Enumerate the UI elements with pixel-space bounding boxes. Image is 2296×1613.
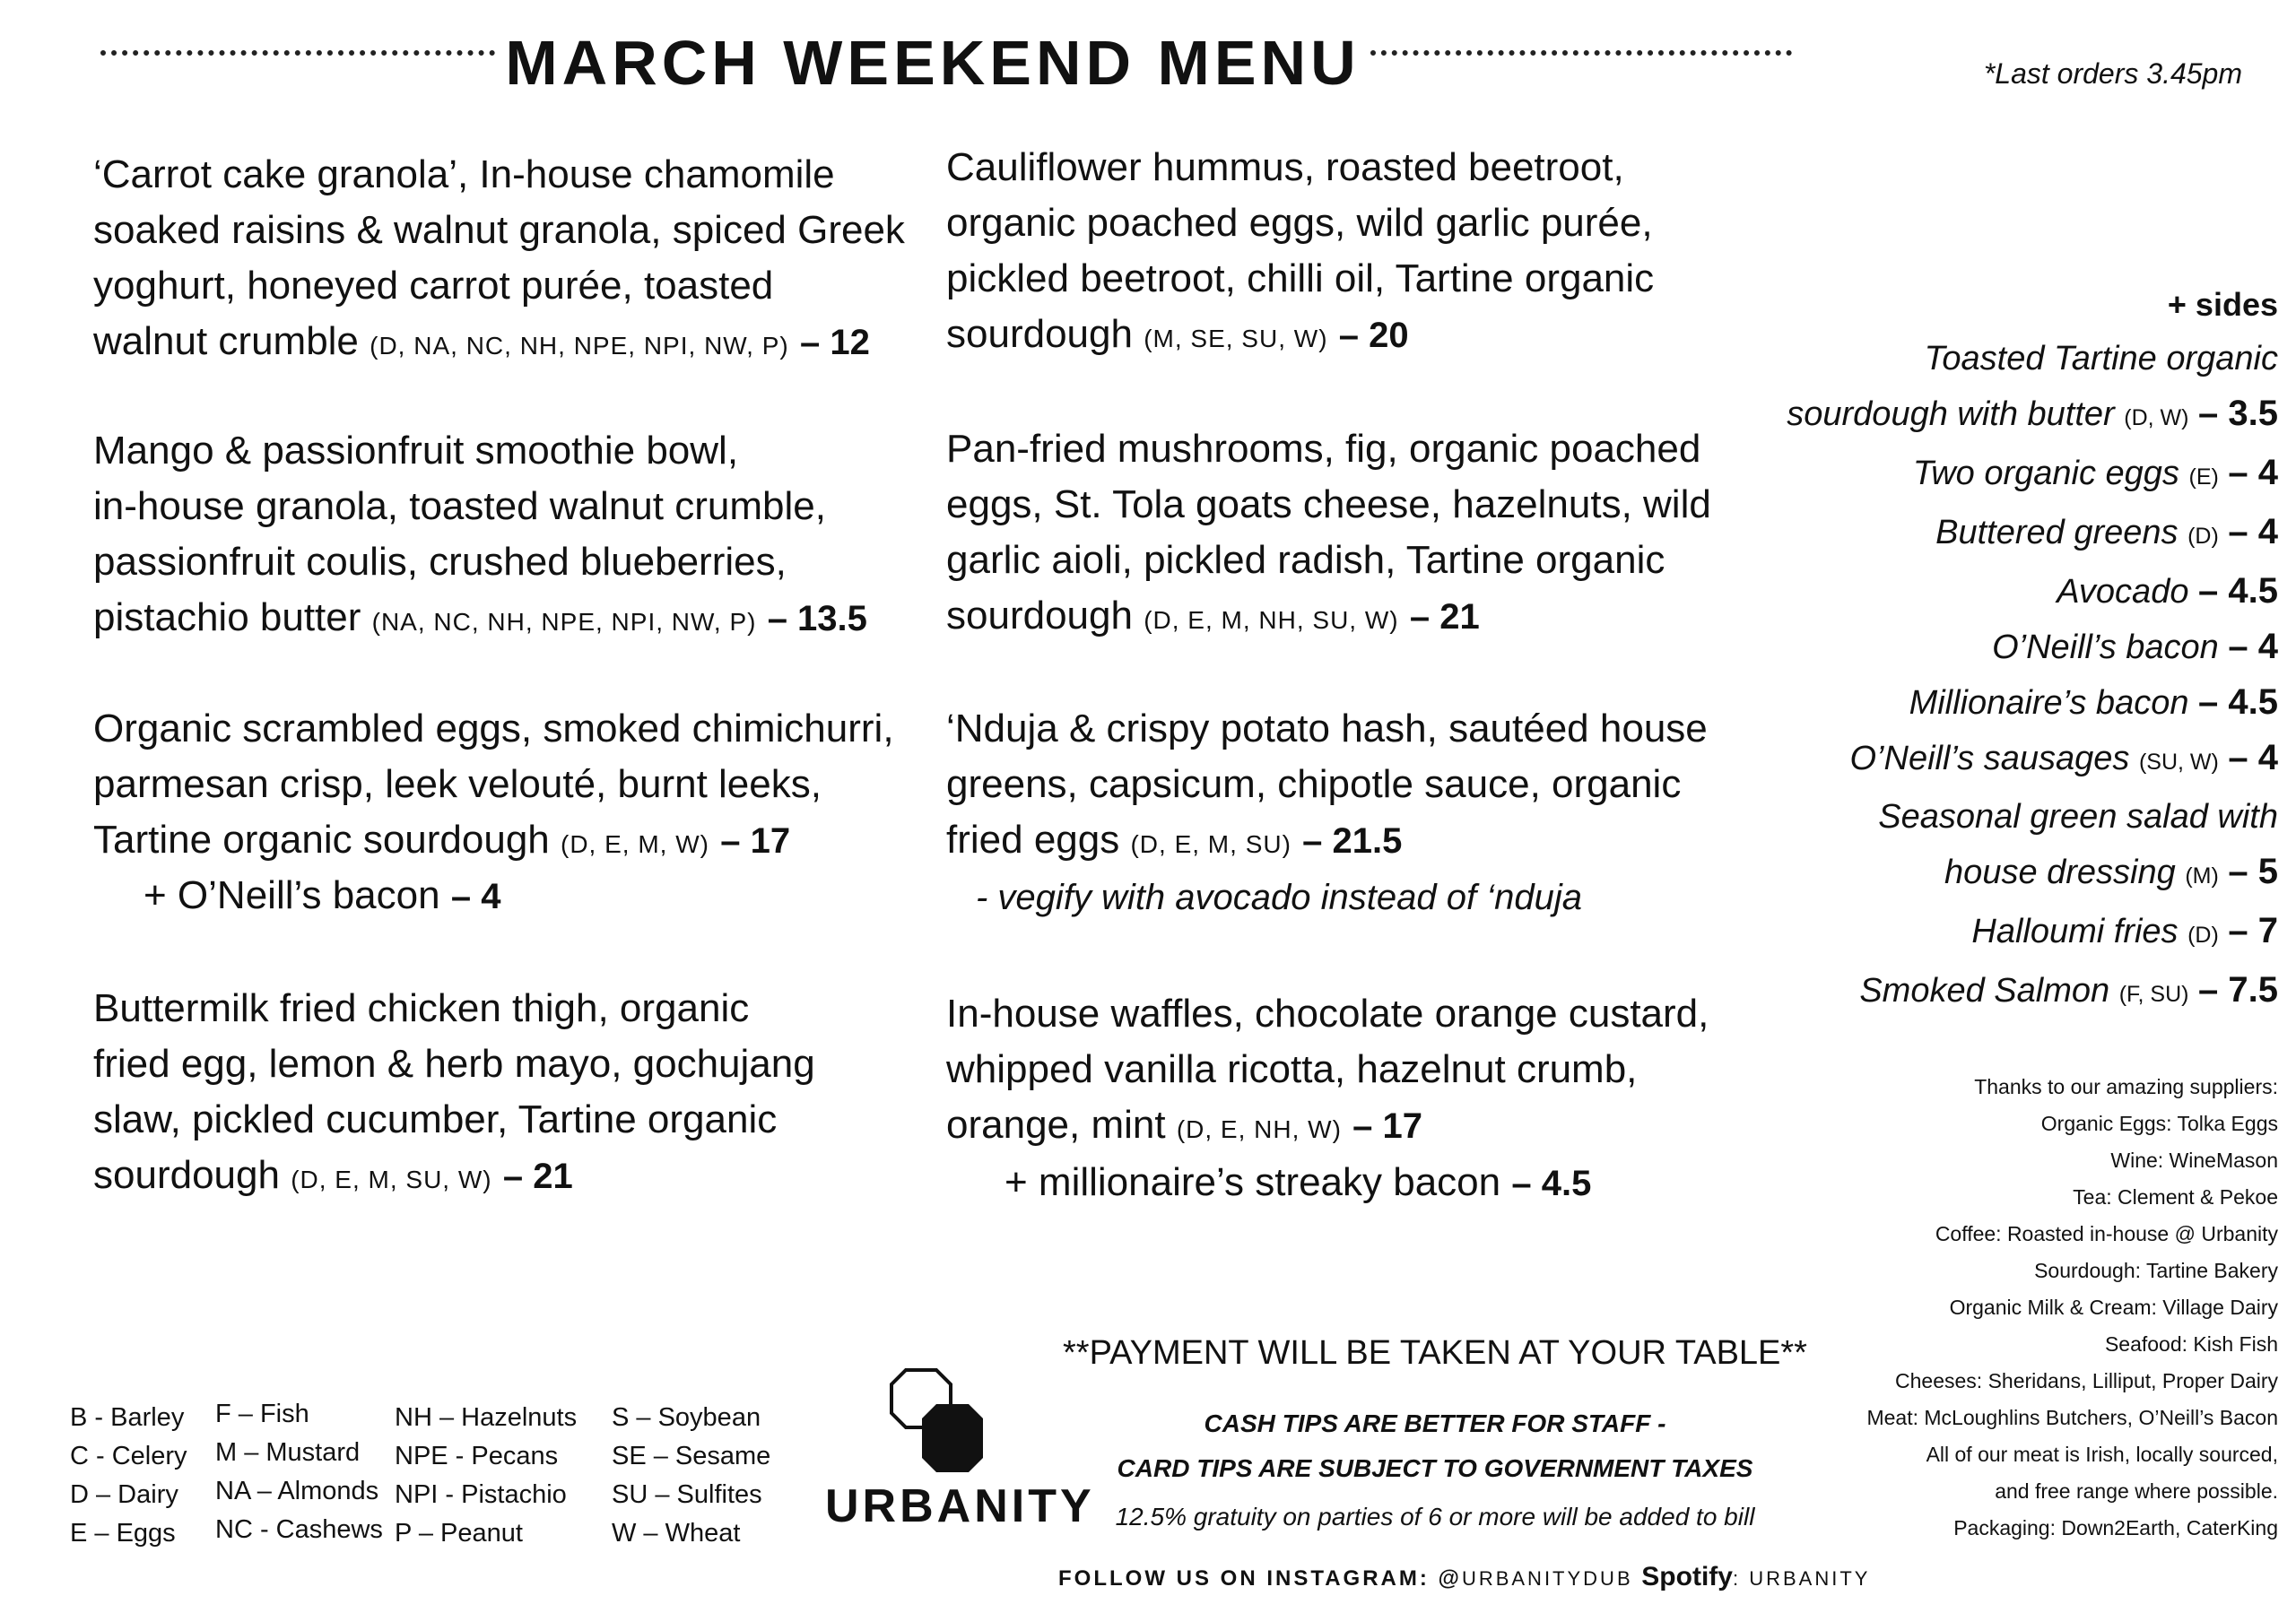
supplier-line: Organic Milk & Cream: Village Dairy <box>1949 1296 2278 1319</box>
addon-price: – 4 <box>450 877 501 916</box>
allergen-codes: (D, E, NH, W) <box>1176 1115 1342 1143</box>
at-symbol: @ <box>1438 1566 1462 1591</box>
addon-label: + millionaire’s streaky bacon <box>1004 1160 1501 1204</box>
dish-line: pickled beetroot, chilli oil, Tartine organic <box>946 256 1655 300</box>
menu-title: MARCH WEEKEND MENU <box>505 28 1361 98</box>
sides-list <box>1776 278 2278 1022</box>
dish-line: Tartine organic sourdough <box>93 818 550 862</box>
dish-price: – 13.5 <box>767 599 867 638</box>
allergen-codes: (D, W) <box>2124 405 2189 430</box>
dish-last-line <box>93 1148 815 1208</box>
dish-last-line <box>946 1097 1709 1158</box>
side-name: Halloumi fries <box>1971 913 2179 950</box>
allergen-key-item: F – Fish <box>215 1400 309 1428</box>
supplier-line: Meat: McLoughlins Butchers, O’Neill’s Bacon <box>1866 1406 2278 1429</box>
side-item <box>1776 963 2278 1022</box>
dish-waffles <box>946 986 1709 1158</box>
allergen-codes: (D, E, M, SU) <box>1130 830 1292 858</box>
dish-line: fried eggs <box>946 818 1120 862</box>
addon-oneills-bacon <box>144 868 500 924</box>
addon-price: – 4.5 <box>1511 1164 1592 1203</box>
allergen-key-col-4 <box>612 1399 770 1553</box>
sides-heading: + sides <box>2167 286 2278 323</box>
dish-line: fried egg, lemon & herb mayo, gochujang <box>93 1042 815 1086</box>
dish-last-line <box>946 812 1708 872</box>
dish-price: – 17 <box>1352 1106 1422 1146</box>
dish-line: organic poached eggs, wild garlic purée, <box>946 201 1653 245</box>
side-price: – 4 <box>2228 512 2278 551</box>
side-name: O’Neill’s sausages <box>1849 740 2130 777</box>
suppliers-list <box>1758 1069 2278 1547</box>
dish-line: soaked raisins & walnut granola, spiced Greek <box>93 208 905 252</box>
dish-nduja-hash <box>946 701 1708 872</box>
side-item <box>1776 904 2278 963</box>
dish-line: sourdough <box>946 594 1133 637</box>
allergen-codes: (M) <box>2185 863 2219 889</box>
dish-fried-chicken <box>93 981 815 1208</box>
urbanity-logo-icon <box>886 1366 1003 1478</box>
side-name: O’Neill’s bacon <box>1992 629 2219 666</box>
dish-price: – 17 <box>720 821 791 861</box>
dish-line: garlic aioli, pickled radish, Tartine organic <box>946 538 1665 582</box>
instagram-prefix: FOLLOW US ON INSTAGRAM: <box>1058 1566 1430 1591</box>
dish-line: passionfruit coulis, crushed blueberries, <box>93 540 787 584</box>
dish-carrot-cake-granola <box>93 147 905 374</box>
allergen-key-item: NC - Cashews <box>215 1515 383 1544</box>
dish-line: ‘Nduja & crispy potato hash, sautéed house <box>946 707 1708 750</box>
allergen-key-item: D – Dairy <box>70 1480 178 1509</box>
spotify-icon: Spotify <box>1641 1562 1733 1591</box>
side-item <box>1776 386 2278 446</box>
side-item <box>1776 675 2278 731</box>
dish-line: Buttermilk fried chicken thigh, organic <box>93 986 750 1030</box>
side-price: – 4 <box>2228 627 2278 666</box>
side-item <box>1776 731 2278 790</box>
allergen-key-item: NPE - Pecans <box>395 1442 559 1470</box>
dish-last-line <box>93 812 894 872</box>
dish-line: In-house waffles, chocolate orange custard, <box>946 992 1709 1036</box>
tips-notice-card: CARD TIPS ARE SUBJECT TO GOVERNMENT TAXES <box>1117 1454 1753 1482</box>
allergen-codes: (D, E, M, SU, W) <box>291 1166 492 1193</box>
allergen-codes: (D) <box>2187 923 2219 948</box>
side-price: – 4.5 <box>2198 571 2278 611</box>
dish-line: ‘Carrot cake granola’, In-house chamomile <box>93 152 835 196</box>
side-price: – 4 <box>2228 738 2278 777</box>
dish-smoothie-bowl <box>93 423 867 650</box>
dish-pan-fried-mushrooms <box>946 421 1711 648</box>
allergen-key-item: NA – Almonds <box>215 1477 379 1505</box>
dish-line: parmesan crisp, leek velouté, burnt leeks, <box>93 762 822 806</box>
allergen-codes: (D) <box>2187 524 2219 549</box>
allergen-codes: (D, E, M, NH, SU, W) <box>1144 606 1399 634</box>
allergen-key-col-3 <box>395 1399 577 1553</box>
social-follow <box>1058 1562 1871 1592</box>
side-name: house dressing <box>1944 854 2176 891</box>
supplier-line: Cheeses: Sheridans, Lilliput, Proper Dairy <box>1895 1369 2278 1392</box>
allergen-codes: (F, SU) <box>2118 982 2189 1007</box>
dish-line: in-house granola, toasted walnut crumble, <box>93 484 826 528</box>
vegify-note: - vegify with avocado instead of ‘nduja <box>976 878 1582 917</box>
allergen-codes: (D, E, M, W) <box>561 830 709 858</box>
side-line: Seasonal green salad with <box>1878 798 2278 836</box>
supplier-line: and free range where possible. <box>1995 1479 2278 1503</box>
side-name: Smoked Salmon <box>1859 972 2110 1010</box>
supplier-line: Sourdough: Tartine Bakery <box>2034 1259 2278 1282</box>
allergen-key-col-2 <box>215 1395 383 1549</box>
dish-cauliflower-hummus <box>946 140 1654 367</box>
dish-line: walnut crumble <box>93 319 359 363</box>
addon-label: + O’Neill’s bacon <box>144 873 440 917</box>
dish-scrambled-eggs <box>93 701 894 872</box>
dish-last-line <box>93 590 867 650</box>
gratuity-notice: 12.5% gratuity on parties of 6 or more will be added to bill <box>1115 1503 1755 1531</box>
allergen-key-item: NH – Hazelnuts <box>395 1403 578 1432</box>
side-item <box>1776 505 2278 564</box>
side-price: – 3.5 <box>2198 394 2278 433</box>
dish-price: – 21 <box>502 1157 573 1196</box>
supplier-line: Coffee: Roasted in-house @ Urbanity <box>1935 1222 2278 1245</box>
supplier-line: Seafood: Kish Fish <box>2104 1332 2278 1356</box>
supplier-line: Packaging: Down2Earth, CaterKing <box>1953 1516 2278 1539</box>
allergen-key-item: E – Eggs <box>70 1519 176 1548</box>
allergen-key-item: SU – Sulfites <box>612 1480 762 1509</box>
side-price: – 5 <box>2228 852 2278 891</box>
payment-notice: **PAYMENT WILL BE TAKEN AT YOUR TABLE** <box>1063 1334 1807 1372</box>
dish-line: sourdough <box>946 312 1133 356</box>
supplier-line: All of our meat is Irish, locally sourced, <box>1926 1443 2278 1466</box>
allergen-key-col-1 <box>70 1399 187 1553</box>
dish-line: pistachio butter <box>93 595 361 639</box>
side-name: Millionaire’s bacon <box>1909 684 2189 722</box>
dish-last-line <box>946 588 1711 648</box>
dish-line: Organic scrambled eggs, smoked chimichurri, <box>93 707 894 750</box>
side-price: – 7 <box>2228 911 2278 950</box>
allergen-key-item: B - Barley <box>70 1403 185 1432</box>
side-line: Toasted Tartine organic <box>1924 340 2278 377</box>
dish-last-line <box>946 307 1654 367</box>
addon-millionaires-bacon <box>1004 1155 1591 1211</box>
dish-line: Cauliflower hummus, roasted beetroot, <box>946 145 1624 189</box>
dish-price: – 21.5 <box>1302 821 1403 861</box>
side-price: – 4 <box>2228 453 2278 492</box>
dish-price: – 12 <box>799 323 870 362</box>
allergen-key-item: P – Peanut <box>395 1519 523 1548</box>
side-item <box>1776 564 2278 620</box>
tips-notice-cash: CASH TIPS ARE BETTER FOR STAFF - <box>1204 1409 1666 1437</box>
allergen-codes: (D, NA, NC, NH, NPE, NPI, NW, P) <box>370 332 789 360</box>
supplier-line: Thanks to our amazing suppliers: <box>1974 1075 2278 1098</box>
side-item <box>1776 620 2278 675</box>
dish-line: eggs, St. Tola goats cheese, hazelnuts, wild <box>946 482 1711 526</box>
dish-price: – 21 <box>1409 597 1480 637</box>
dish-line: sourdough <box>93 1153 280 1197</box>
allergen-key-item: S – Soybean <box>612 1403 761 1432</box>
header-dots-right <box>1370 50 1792 56</box>
header-dots-left <box>100 50 495 56</box>
allergen-key-item: C - Celery <box>70 1442 187 1470</box>
side-name: Avocado <box>2057 573 2189 611</box>
side-item <box>1776 845 2278 904</box>
allergen-key-item: NPI - Pistachio <box>395 1480 567 1509</box>
side-price: – 7.5 <box>2198 970 2278 1010</box>
dish-line: Mango & passionfruit smoothie bowl, <box>93 429 739 473</box>
dish-price: – 20 <box>1338 316 1409 355</box>
allergen-codes: (SU, W) <box>2138 750 2219 775</box>
dish-line: orange, mint <box>946 1103 1166 1147</box>
side-item <box>1776 446 2278 505</box>
dish-last-line <box>93 314 905 374</box>
urbanity-wordmark: URBANITY <box>825 1480 1095 1532</box>
side-name: Two organic eggs <box>1912 455 2179 492</box>
dish-line: greens, capsicum, chipotle sauce, organic <box>946 762 1682 806</box>
supplier-line: Tea: Clement & Pekoe <box>2073 1185 2278 1209</box>
instagram-handle: URBANITYDUB <box>1461 1567 1633 1590</box>
supplier-line: Wine: WineMason <box>2110 1149 2278 1172</box>
allergen-key-item: SE – Sesame <box>612 1442 771 1470</box>
side-name: sourdough with butter <box>1787 395 2115 433</box>
allergen-codes: (M, SE, SU, W) <box>1144 325 1328 352</box>
allergen-key-item: W – Wheat <box>612 1519 741 1548</box>
allergen-codes: (NA, NC, NH, NPE, NPI, NW, P) <box>371 608 757 636</box>
spotify-handle: : URBANITY <box>1732 1567 1871 1590</box>
dish-line: yoghurt, honeyed carrot purée, toasted <box>93 264 774 308</box>
side-price: – 4.5 <box>2198 682 2278 722</box>
allergen-codes: (E) <box>2188 464 2219 490</box>
dish-line: whipped vanilla ricotta, hazelnut crumb, <box>946 1047 1638 1091</box>
side-name: Buttered greens <box>1935 514 2179 551</box>
dish-line: slaw, pickled cucumber, Tartine organic <box>93 1097 778 1141</box>
last-orders-note: *Last orders 3.45pm <box>1983 57 2242 90</box>
allergen-key-item: M – Mustard <box>215 1438 361 1467</box>
dish-line: Pan-fried mushrooms, fig, organic poached <box>946 427 1701 471</box>
supplier-line: Organic Eggs: Tolka Eggs <box>2040 1112 2278 1135</box>
